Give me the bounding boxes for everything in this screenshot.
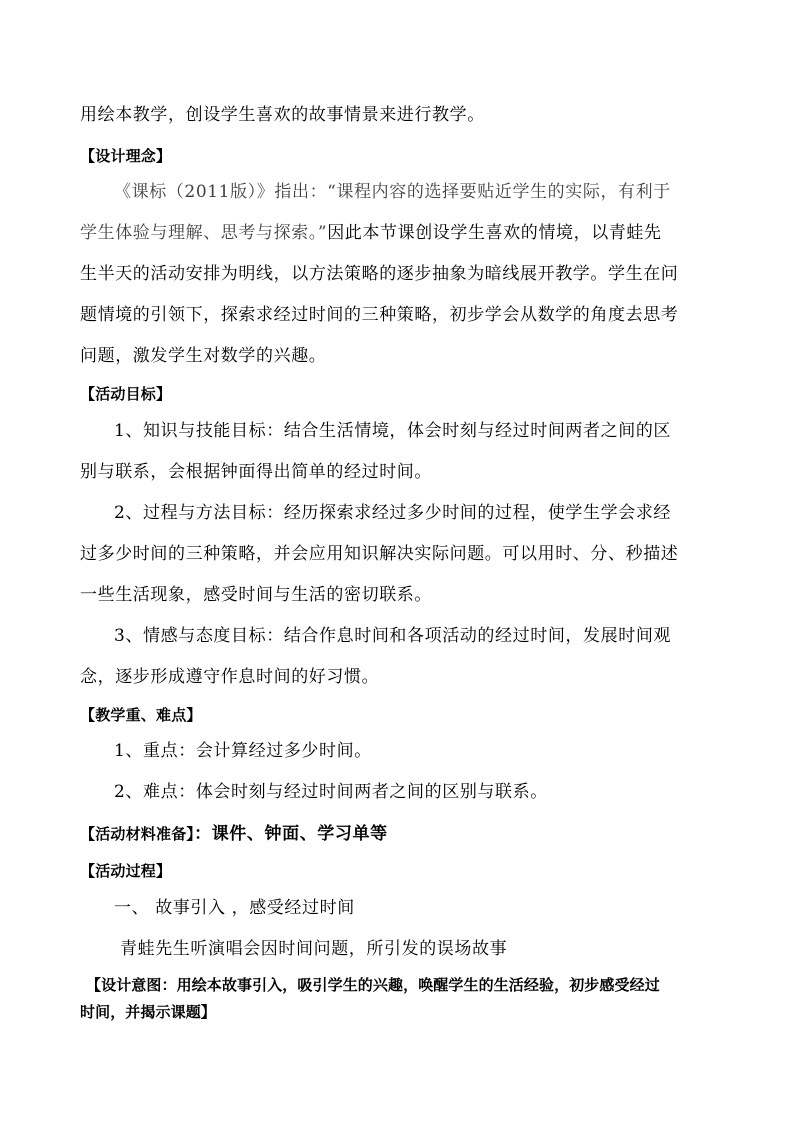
key-point-line: 1、重点：会计算经过多少时间。 bbox=[114, 741, 372, 761]
design-intent-line-1: 【设计意图：用绘本故事引入，吸引学生的兴趣，唤醒学生的生活经验，初步感受经过 bbox=[86, 976, 660, 994]
design-quote-end: 学生体验与理解、思考与探索。” bbox=[80, 223, 328, 243]
materials-line bbox=[80, 823, 388, 845]
difficult-point-line: 2、难点：体会时刻与经过时间两者之间的区别与联系。 bbox=[114, 782, 548, 802]
section-1-title: 一、 故事引入 ，感受经过时间 bbox=[114, 898, 355, 918]
goal-2-line-3: 一些生活现象，感受时间与生活的密切联系。 bbox=[80, 585, 432, 605]
heading-activity-goals: 【活动目标】 bbox=[80, 385, 172, 403]
goal-2-line-1: 2、过程与方法目标：经历探索求经过多少时间的过程，使学生学会求经 bbox=[114, 503, 672, 523]
heading-design-concept: 【设计理念】 bbox=[80, 147, 172, 165]
goal-2-line-2: 过多少时间的三种策略，并会应用知识解决实际问题。可以用时、分、秒描述 bbox=[80, 544, 679, 564]
materials-list: ：课件、钟面、学习单等 bbox=[194, 824, 388, 844]
heading-materials: 【活动材料准备】 bbox=[80, 825, 195, 843]
design-paragraph-line-4: 题情境的引领下，探索求经过时间的三种策略，初步学会从数学的角度去思考 bbox=[80, 305, 679, 325]
design-paragraph-line-1: 《课标（2011版）》指出：“课程内容的选择要贴近学生的实际，有利于 bbox=[114, 182, 671, 202]
heading-activity-process: 【活动过程】 bbox=[80, 862, 172, 880]
goal-3-line-2: 念，逐步形成遵守作息时间的好习惯。 bbox=[80, 667, 380, 687]
design-paragraph-line-2 bbox=[80, 222, 662, 244]
design-paragraph-line-2-rest: 因此本节课创设学生喜欢的情境，以青蛙先 bbox=[327, 223, 662, 243]
goal-3-line-1: 3、情感与态度目标：结合作息时间和各项活动的经过时间，发展时间观 bbox=[114, 626, 672, 646]
goal-1-line-2: 别与联系，会根据钟面得出简单的经过时间。 bbox=[80, 462, 432, 482]
intro-line: 用绘本教学，创设学生喜欢的故事情景来进行教学。 bbox=[80, 105, 485, 125]
design-paragraph-line-5: 问题，激发学生对数学的兴趣。 bbox=[80, 346, 327, 366]
design-intent-line-2: 时间，并揭示课题】 bbox=[80, 1003, 216, 1021]
section-1-story: 青蛙先生听演唱会因时间问题，所引发的误场故事 bbox=[120, 939, 508, 959]
heading-key-difficult-points: 【教学重、难点】 bbox=[80, 706, 202, 724]
design-paragraph-line-3: 生半天的活动安排为明线，以方法策略的逐步抽象为暗线展开教学。学生在问 bbox=[80, 264, 679, 284]
goal-1-line-1: 1、知识与技能目标：结合生活情境，体会时刻与经过时间两者之间的区 bbox=[114, 421, 672, 441]
